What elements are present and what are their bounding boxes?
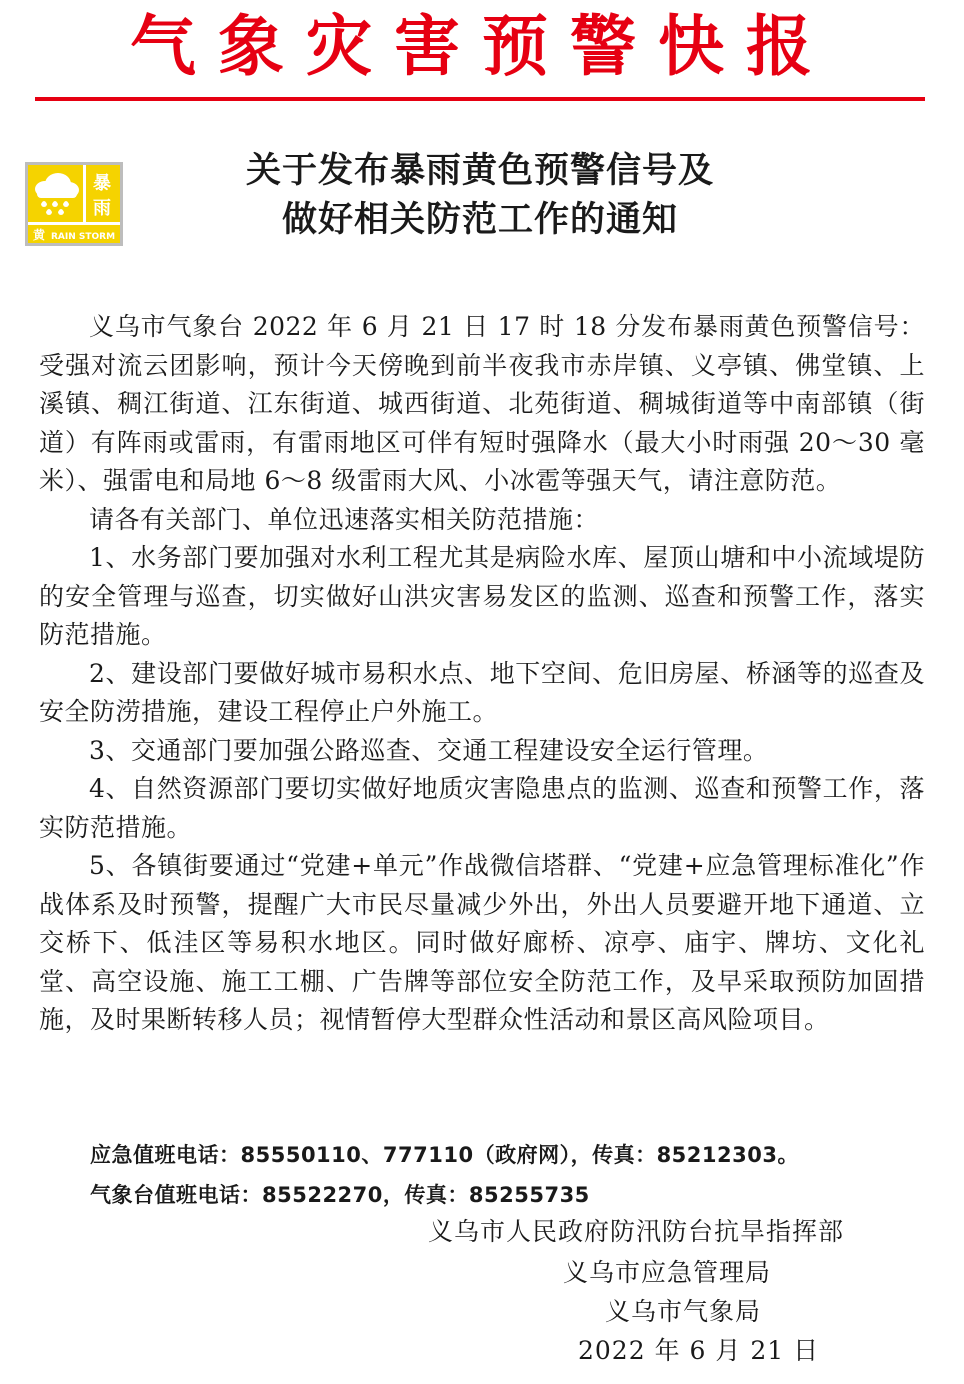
signature-org-emergency-bureau: 义乌市应急管理局 bbox=[563, 1258, 772, 1287]
warning-badge-english: RAIN STORM bbox=[50, 232, 116, 242]
notice-body bbox=[39, 308, 925, 1040]
weather-contact-line: 气象台值班电话：85522270，传真：85255735 bbox=[90, 1183, 590, 1207]
bulletin-header-title: 气象灾害预警快报 bbox=[130, 8, 834, 85]
body-paragraph-request: 请各有关部门、单位迅速落实相关防范措施： bbox=[89, 504, 600, 534]
notice-title-line-2: 做好相关防范工作的通知 bbox=[281, 199, 678, 240]
emergency-contact-line: 应急值班电话：85550110、777110（政府网），传真：85212303。 bbox=[90, 1143, 799, 1167]
body-paragraph-item-2: 2、建设部门要做好城市易积水点、地下空间、危旧房屋、桥涵等的巡查及安全防涝措施，建设工程停止户外施工。 bbox=[39, 658, 925, 726]
warning-badge-label-bottom: 雨 bbox=[93, 198, 111, 219]
signature-org-weather-bureau: 义乌市气象局 bbox=[605, 1297, 762, 1326]
rainstorm-yellow-warning-icon bbox=[25, 162, 123, 246]
warning-badge-label-top: 暴 bbox=[93, 173, 111, 194]
header-divider bbox=[35, 97, 925, 101]
body-paragraph-item-3: 3、交通部门要加强公路巡查、交通工程建设安全运行管理。 bbox=[89, 735, 769, 765]
body-paragraph-item-5: 5、各镇街要通过“党建+单元”作战微信塔群、“党建+应急管理标准化”作战体系及时预警，提醒广大市民尽量减少外出，外出人员要避开地下通道、立交桥下、低洼区等易积水地区。同时做好廊桥、凉亭、庙宇、牌坊、文化礼堂、高空设施、施工工棚、广告牌等部位安全防范工作，及早采取预防加固措施，及时果断转移人员；视情暂停大型群众性活动和景区高风险项目。 bbox=[39, 851, 925, 1034]
warning-badge-color-label: 黄 bbox=[32, 228, 46, 242]
body-paragraph-item-1: 1、水务部门要加强对水利工程尤其是病险水库、屋顶山塘和中小流域堤防的安全管理与巡查，切实做好山洪灾害易发区的监测、巡查和预警工作，落实防范措施。 bbox=[39, 543, 925, 649]
signature-date: 2022 年 6 月 21 日 bbox=[578, 1336, 820, 1365]
body-paragraph-item-4: 4、自然资源部门要切实做好地质灾害隐患点的监测、巡查和预警工作，落实防范措施。 bbox=[39, 774, 925, 842]
notice-title bbox=[150, 146, 810, 244]
body-paragraph-intro: 义乌市气象台 2022 年 6 月 21 日 17 时 18 分发布暴雨黄色预警信号：受强对流云团影响，预计今天傍晚到前半夜我市赤岸镇、义亭镇、佛堂镇、上溪镇、稠江街道、江东街道、城西街道、北苑街道、稠城街道等中南部镇（街道）有阵雨或雷雨，有雷雨地区可伴有短时强降水（最大小时雨强 20～30 毫米）、强雷电和局地 6～8 级雷雨大风、小冰雹等强天气，请注意防范。 bbox=[39, 312, 925, 495]
signature-org-flood-control: 义乌市人民政府防汛防台抗旱指挥部 bbox=[428, 1217, 845, 1246]
notice-title-line-1: 关于发布暴雨黄色预警信号及 bbox=[245, 150, 714, 191]
